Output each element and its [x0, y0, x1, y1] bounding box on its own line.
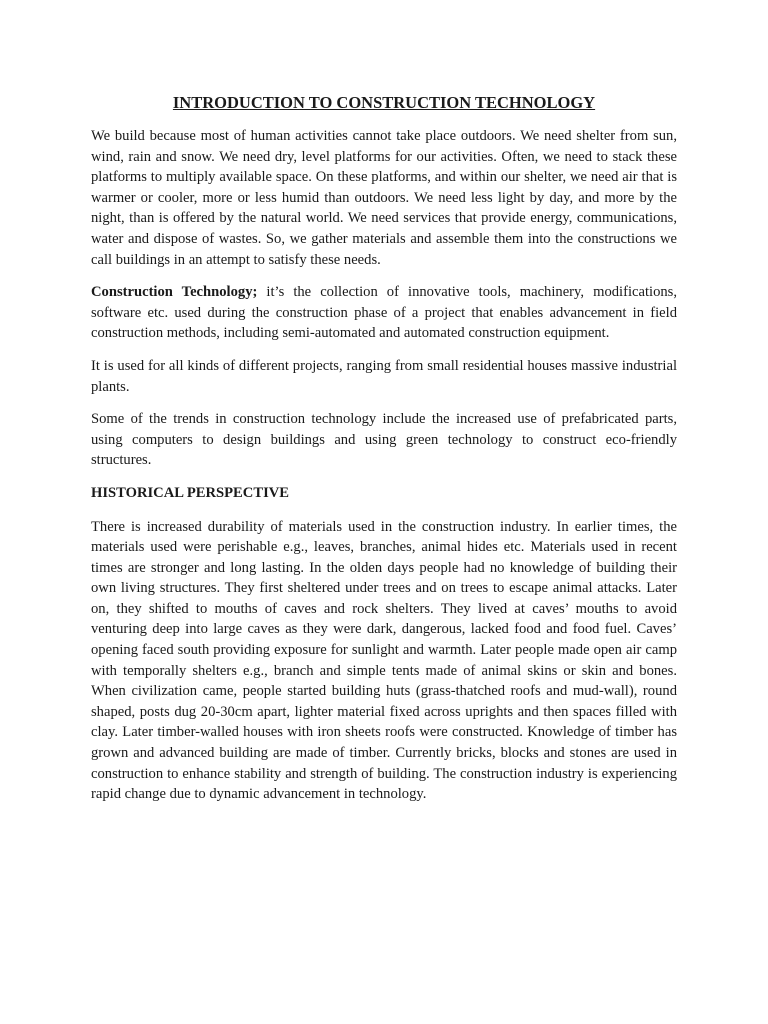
usage-paragraph: It is used for all kinds of different projects, ranging from small residential houses massive industrial plants. [91, 357, 677, 395]
intro-paragraph: We build because most of human activities cannot take place outdoors. We need shelter from sun, wind, rain and snow. We need dry, level platforms for our activities. Often, we need to stack these platforms to multiply available space. On these platforms, and within our shelter, we need air that is warmer or cooler, more or less humid than outdoors. We need less light by day, and more by the night, than is offered by the natural world. We need services that provide energy, communications, water and dispose of wastes. So, we gather materials and assemble them into the constructions we call buildings in an attempt to satisfy these needs. [91, 128, 677, 268]
section-heading: HISTORICAL PERSPECTIVE [91, 484, 290, 501]
history-paragraph: There is increased durability of materials used in the construction industry. In earlier times, the materials used were perishable e.g., leaves, branches, animal hides etc. Materials used in recent times are stronger and long lasting. In the olden days people had no knowledge of building their own living structures. They first sheltered under trees and on trees to escape animal attacks. Later on, they shifted to mouths of caves and rock shelters. They lived at caves’ mouths to avoid venturing deep into large caves as they were dark, dangerous, lacked food and food fuel. Caves’ opening faced south providing exposure for sunlight and warmth. Later people made open air camp with temporally shelters e.g., branch and simple tents made of animal skins or skin and bones. When civilization came, people started building huts (grass-thatched roofs and mud-wall), round shaped, posts dug 20-30cm apart, lighter material fixed across uprights and then spaces filled with clay. Later timber-walled houses with iron sheets roofs were constructed. Knowledge of timber has grown and advanced building are made of timber. Currently bricks, blocks and stones are used in construction to enhance stability and strength of building. The construction industry is experiencing rapid change due to dynamic advancement in technology. [91, 518, 677, 803]
definition-term: Construction Technology; [91, 284, 258, 301]
trends-paragraph: Some of the trends in construction technology include the increased use of prefabricated parts, using computers to design buildings and using green technology to construct eco-friendly structures. [91, 411, 677, 469]
definition-text: it’s the collection of innovative tools, machinery, modifications, software etc. used during the construction phase of a project that enables advancement in field construction methods, including semi-automated and automated construction equipment. [91, 284, 677, 342]
definition-paragraph [91, 282, 677, 344]
document-title: INTRODUCTION TO CONSTRUCTION TECHNOLOGY [172, 93, 596, 112]
